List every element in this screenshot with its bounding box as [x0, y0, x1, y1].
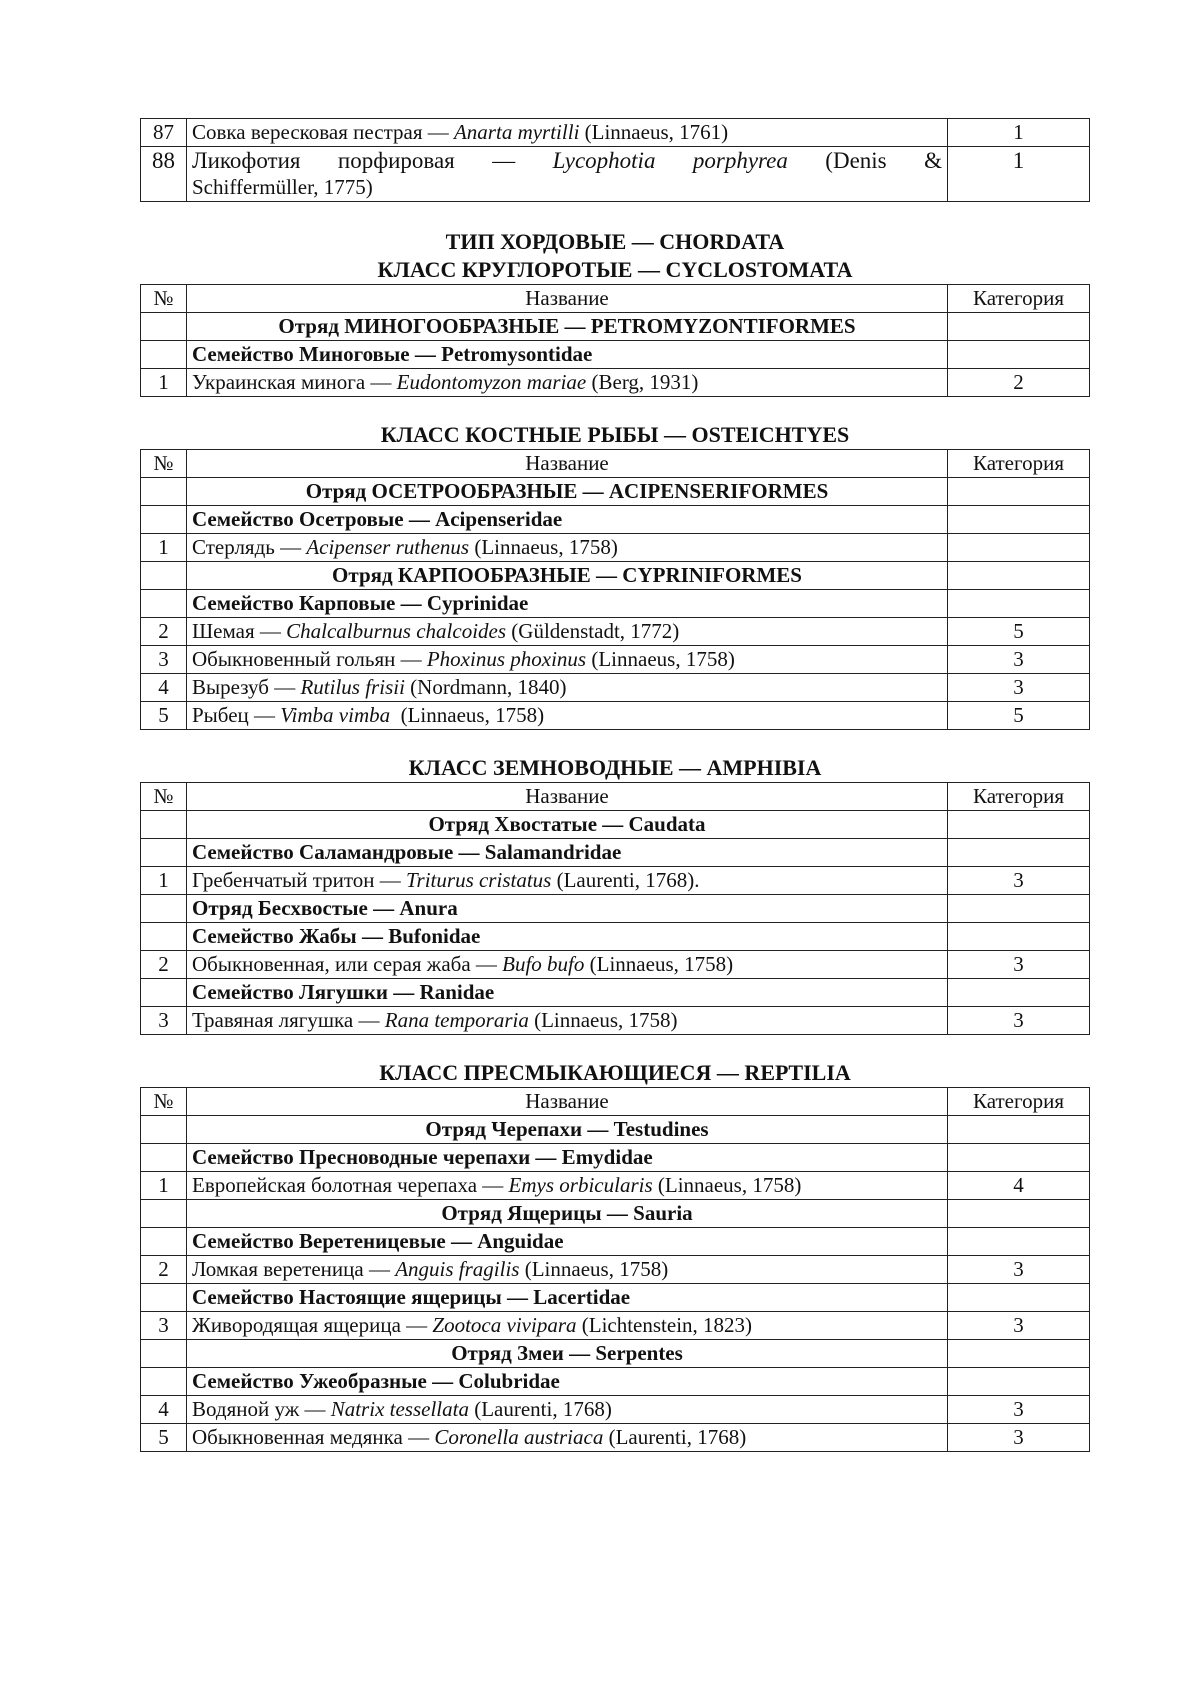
family-name: Семейство Карповые — Cyprinidae — [187, 590, 948, 618]
family-name: Семейство Жабы — Bufonidae — [187, 923, 948, 951]
row-number — [141, 1228, 187, 1256]
latin-name: Rutilus frisii — [300, 675, 405, 699]
common-name: Травяная лягушка — — [192, 1008, 385, 1032]
species-name — [187, 951, 948, 979]
category — [948, 1228, 1090, 1256]
order-row — [141, 1200, 1090, 1228]
latin-name: Bufo bufo — [502, 952, 585, 976]
author: (Laurenti, 1768) — [603, 1425, 747, 1449]
column-header-name: Название — [187, 783, 948, 811]
category — [948, 534, 1090, 562]
family-row — [141, 979, 1090, 1007]
common-name: Рыбец — — [192, 703, 281, 727]
table-row — [141, 867, 1090, 895]
latin-name: Phoxinus phoxinus — [426, 647, 587, 671]
insects-table-tail — [140, 118, 1090, 202]
order-row — [141, 562, 1090, 590]
row-number: 87 — [141, 119, 187, 147]
table-row — [141, 1396, 1090, 1424]
category — [948, 1200, 1090, 1228]
ampersand: & — [924, 148, 942, 173]
row-number: 3 — [141, 1007, 187, 1035]
row-number: 1 — [141, 1172, 187, 1200]
table-row — [141, 1172, 1090, 1200]
table-row — [141, 534, 1090, 562]
family-name: Семейство Пресноводные черепахи — Emydidae — [187, 1144, 948, 1172]
category: 3 — [948, 1256, 1090, 1284]
species-table — [140, 449, 1090, 730]
common-name: Совка вересковая пестрая — [192, 120, 423, 144]
category: 1 — [948, 147, 1090, 202]
author: (Nordmann, 1840) — [404, 675, 567, 699]
family-row — [141, 839, 1090, 867]
species-name — [187, 1424, 948, 1452]
latin-name: Vimba vimba — [280, 703, 391, 727]
column-header-name: Название — [187, 450, 948, 478]
latin-species: porphyrea — [692, 148, 788, 173]
table-row — [141, 674, 1090, 702]
order-name: Отряд МИНОГООБРАЗНЫЕ — PETROMYZONTIFORMES — [187, 313, 948, 341]
table-header-row — [141, 1088, 1090, 1116]
row-number — [141, 341, 187, 369]
species-name — [187, 147, 948, 202]
category — [948, 839, 1090, 867]
table-row — [141, 1312, 1090, 1340]
category — [948, 341, 1090, 369]
row-number — [141, 839, 187, 867]
category — [948, 1116, 1090, 1144]
table-row — [141, 147, 1090, 202]
row-number: 1 — [141, 369, 187, 397]
latin-name: Zootoca vivipara — [432, 1313, 577, 1337]
species-name — [187, 702, 948, 730]
row-number — [141, 979, 187, 1007]
column-header-num: № — [141, 783, 187, 811]
table-header-row — [141, 450, 1090, 478]
row-number: 1 — [141, 867, 187, 895]
species-table — [140, 782, 1090, 1035]
species-name — [187, 674, 948, 702]
row-number: 4 — [141, 1396, 187, 1424]
row-number — [141, 1200, 187, 1228]
order-name: Отряд Ящерицы — Sauria — [187, 1200, 948, 1228]
table-row — [141, 618, 1090, 646]
author: (Laurenti, 1768) — [468, 1397, 612, 1421]
latin-name: Rana temporaria — [384, 1008, 529, 1032]
row-number: 2 — [141, 951, 187, 979]
row-number — [141, 1116, 187, 1144]
species-name — [187, 1256, 948, 1284]
author: (Linnaeus, 1758) — [528, 1008, 678, 1032]
family-name: Семейство Веретеницевые — Anguidae — [187, 1228, 948, 1256]
category — [948, 313, 1090, 341]
class-heading: КЛАСС КРУГЛОРОТЫЕ — CYCLOSTOMATA — [377, 257, 853, 282]
common-name: Европейская болотная черепаха — — [192, 1173, 509, 1197]
category — [948, 478, 1090, 506]
family-name: Семейство Ужеобразные — Colubridae — [187, 1368, 948, 1396]
family-name: Семейство Саламандровые — Salamandridae — [187, 839, 948, 867]
common-name: Шемая — — [192, 619, 287, 643]
category: 1 — [948, 119, 1090, 147]
order-row — [141, 811, 1090, 839]
table-row — [141, 369, 1090, 397]
author: (Linnaeus, 1761) — [579, 120, 729, 144]
category — [948, 1284, 1090, 1312]
species-name-line2: Schiffermüller, 1775) — [192, 175, 373, 199]
document-page — [140, 118, 1090, 1452]
species-name — [187, 534, 948, 562]
species-name — [187, 646, 948, 674]
latin-name: Acipenser ruthenus — [306, 535, 470, 559]
author: (Lichtenstein, 1823) — [576, 1313, 753, 1337]
category: 3 — [948, 674, 1090, 702]
dash: — — [492, 148, 516, 173]
species-name-line1 — [192, 147, 942, 174]
category — [948, 811, 1090, 839]
row-number — [141, 1368, 187, 1396]
order-name: Отряд Черепахи — Testudines — [187, 1116, 948, 1144]
table-row — [141, 1424, 1090, 1452]
category — [948, 979, 1090, 1007]
common-name: Стерлядь — — [192, 535, 307, 559]
class-heading: КЛАСС ПРЕСМЫКАЮЩИЕСЯ — REPTILIA — [379, 1060, 851, 1085]
column-header-cat: Категория — [948, 450, 1090, 478]
category — [948, 1340, 1090, 1368]
table-header-row — [141, 285, 1090, 313]
author: (Linnaeus, 1758) — [390, 703, 545, 727]
row-number — [141, 1144, 187, 1172]
family-name: Семейство Осетровые — Acipenseridae — [187, 506, 948, 534]
category — [948, 895, 1090, 923]
category: 5 — [948, 702, 1090, 730]
family-row — [141, 1368, 1090, 1396]
family-row — [141, 895, 1090, 923]
common-name: Обыкновенный гольян — — [192, 647, 427, 671]
latin-name: Chalcalburnus chalcoides — [286, 619, 507, 643]
category — [948, 1368, 1090, 1396]
order-row — [141, 478, 1090, 506]
row-number — [141, 590, 187, 618]
phylum-heading: ТИП ХОРДОВЫЕ — CHORDATA — [445, 229, 785, 254]
family-row — [141, 1284, 1090, 1312]
author: (Güldenstadt, 1772) — [506, 619, 680, 643]
species-name — [187, 1396, 948, 1424]
category — [948, 590, 1090, 618]
author: (Laurenti, 1768). — [551, 868, 700, 892]
family-name: Семейство Лягушки — Ranidae — [187, 979, 948, 1007]
category: 2 — [948, 369, 1090, 397]
column-header-num: № — [141, 285, 187, 313]
order-name: Отряд ОСЕТРООБРАЗНЫЕ — ACIPENSERIFORMES — [187, 478, 948, 506]
column-header-num: № — [141, 450, 187, 478]
class-heading: КЛАСС ЗЕМНОВОДНЫЕ — AMPHIBIA — [408, 755, 822, 780]
family-row — [141, 506, 1090, 534]
species-name — [187, 119, 948, 147]
species-name — [187, 867, 948, 895]
dash: — — [422, 120, 454, 144]
row-number — [141, 506, 187, 534]
author: (Linnaeus, 1758) — [652, 1173, 802, 1197]
row-number — [141, 478, 187, 506]
row-number — [141, 562, 187, 590]
category — [948, 562, 1090, 590]
latin-name: Eudontomyzon mariae — [396, 370, 587, 394]
family-row — [141, 1144, 1090, 1172]
common-name-part: Ликофотия — [192, 148, 301, 173]
order-row — [141, 1340, 1090, 1368]
species-name — [187, 618, 948, 646]
latin-name: Triturus cristatus — [406, 868, 552, 892]
latin-name: Coronella austriaca — [434, 1425, 604, 1449]
table-row — [141, 1007, 1090, 1035]
table-row — [141, 1256, 1090, 1284]
latin-name: Anarta myrtilli — [453, 120, 580, 144]
column-header-cat: Категория — [948, 783, 1090, 811]
category — [948, 923, 1090, 951]
latin-name: Natrix tessellata — [330, 1397, 469, 1421]
order-row — [141, 313, 1090, 341]
common-name: Живородящая ящерица — — [192, 1313, 433, 1337]
latin-genus: Lycophotia — [552, 148, 656, 173]
order-name: Отряд Хвостатые — Caudata — [187, 811, 948, 839]
family-name: Семейство Миноговые — Petromysontidae — [187, 341, 948, 369]
table-row — [141, 951, 1090, 979]
latin-name: Anguis fragilis — [395, 1257, 520, 1281]
row-number: 5 — [141, 1424, 187, 1452]
table-row — [141, 702, 1090, 730]
column-header-name: Название — [187, 1088, 948, 1116]
table-header-row — [141, 783, 1090, 811]
row-number: 2 — [141, 618, 187, 646]
row-number — [141, 923, 187, 951]
common-name: Вырезуб — — [192, 675, 301, 699]
category: 3 — [948, 951, 1090, 979]
category — [948, 506, 1090, 534]
category: 3 — [948, 1424, 1090, 1452]
species-name — [187, 369, 948, 397]
column-header-name: Название — [187, 285, 948, 313]
category: 3 — [948, 1007, 1090, 1035]
row-number: 3 — [141, 646, 187, 674]
row-number — [141, 1284, 187, 1312]
common-name: Обыкновенная, или серая жаба — — [192, 952, 503, 976]
common-name: Украинская минога — — [192, 370, 397, 394]
author: (Linnaeus, 1758) — [586, 647, 735, 671]
row-number — [141, 1340, 187, 1368]
family-row — [141, 590, 1090, 618]
column-header-cat: Категория — [948, 285, 1090, 313]
species-name — [187, 1172, 948, 1200]
category: 3 — [948, 867, 1090, 895]
row-number — [141, 313, 187, 341]
author-part: (Denis — [825, 148, 887, 173]
family-name: Семейство Настоящие ящерицы — Lacertidae — [187, 1284, 948, 1312]
common-name: Водяной уж — — [192, 1397, 331, 1421]
row-number: 3 — [141, 1312, 187, 1340]
order-name: Отряд Змеи — Serpentes — [187, 1340, 948, 1368]
row-number: 5 — [141, 702, 187, 730]
category: 3 — [948, 1396, 1090, 1424]
category — [948, 1144, 1090, 1172]
family-row — [141, 341, 1090, 369]
table-row — [141, 119, 1090, 147]
row-number — [141, 811, 187, 839]
row-number — [141, 895, 187, 923]
common-name-part: порфировая — [337, 148, 455, 173]
category: 3 — [948, 1312, 1090, 1340]
author: (Linnaeus, 1758) — [469, 535, 618, 559]
category: 3 — [948, 646, 1090, 674]
order-name: Отряд КАРПООБРАЗНЫЕ — CYPRINIFORMES — [187, 562, 948, 590]
column-header-cat: Категория — [948, 1088, 1090, 1116]
column-header-num: № — [141, 1088, 187, 1116]
author: (Linnaeus, 1758) — [519, 1257, 669, 1281]
row-number: 1 — [141, 534, 187, 562]
species-name — [187, 1007, 948, 1035]
author: (Linnaeus, 1758) — [584, 952, 734, 976]
category: 4 — [948, 1172, 1090, 1200]
row-number: 88 — [141, 147, 187, 202]
table-row — [141, 646, 1090, 674]
latin-name: Emys orbicularis — [508, 1173, 653, 1197]
order-row — [141, 1116, 1090, 1144]
author: (Berg, 1931) — [586, 370, 699, 394]
row-number: 4 — [141, 674, 187, 702]
species-table — [140, 1087, 1090, 1452]
family-row — [141, 1228, 1090, 1256]
common-name: Обыкновенная медянка — — [192, 1425, 435, 1449]
category: 5 — [948, 618, 1090, 646]
family-row — [141, 923, 1090, 951]
species-table — [140, 284, 1090, 397]
family-name: Отряд Бесхвостые — Anura — [187, 895, 948, 923]
common-name: Гребенчатый тритон — — [192, 868, 407, 892]
common-name: Ломкая веретеница — — [192, 1257, 396, 1281]
sections-container — [140, 256, 1090, 1452]
species-name — [187, 1312, 948, 1340]
class-heading: КЛАСС КОСТНЫЕ РЫБЫ — OSTEICHTYES — [380, 422, 850, 447]
row-number: 2 — [141, 1256, 187, 1284]
